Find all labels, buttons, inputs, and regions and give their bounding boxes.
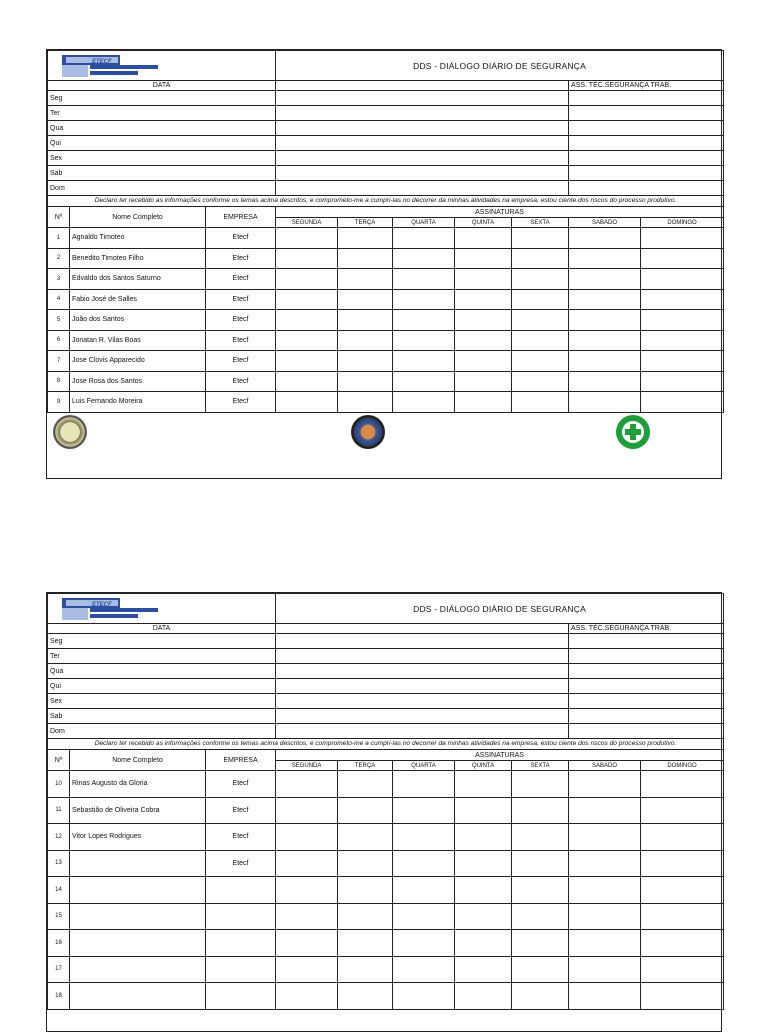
signature-cell[interactable]: [276, 351, 338, 372]
row-company: [206, 983, 276, 1010]
col-company: EMPRESA: [206, 207, 276, 228]
signature-cell[interactable]: [512, 269, 569, 290]
day-topic-cell[interactable]: [276, 91, 569, 106]
table-row: [48, 310, 724, 331]
signature-cell[interactable]: [338, 330, 393, 351]
signature-cell[interactable]: [455, 903, 512, 930]
declaration-text: Declaro ter recebido as informações conforme os temas acima descritos, e comprometo-me a cumpri-las no decorrer da minhas atividades na empresa, estou ciente dos riscos do processo produtivo.: [48, 196, 724, 207]
table-row: [48, 228, 724, 249]
signature-cell[interactable]: [338, 850, 393, 877]
table-row: [48, 248, 724, 269]
row-company: Etecf: [206, 771, 276, 798]
data-label: DATA: [48, 624, 276, 634]
signature-cell[interactable]: [455, 330, 512, 351]
signature-cell[interactable]: [512, 850, 569, 877]
row-number: 18: [48, 983, 70, 1010]
signature-cell[interactable]: [276, 248, 338, 269]
row-name: Vitor Lopes Rodrigues: [70, 824, 206, 851]
signature-cell[interactable]: [569, 797, 641, 824]
row-number: 4: [48, 289, 70, 310]
signature-cell[interactable]: [276, 930, 338, 957]
day-label: Dom: [48, 181, 276, 196]
signature-cell[interactable]: [393, 956, 455, 983]
dds-form-1: [46, 49, 722, 479]
col-name: Nome Completo: [70, 207, 206, 228]
signature-cell[interactable]: [455, 877, 512, 904]
signature-cell[interactable]: [569, 269, 641, 290]
col-number: Nº: [48, 750, 70, 771]
signature-cell[interactable]: [569, 850, 641, 877]
signature-cell[interactable]: [338, 248, 393, 269]
signature-cell[interactable]: [393, 289, 455, 310]
day-label: Qui: [48, 136, 276, 151]
signature-cell[interactable]: [641, 903, 724, 930]
signature-cell[interactable]: [512, 956, 569, 983]
signature-cell[interactable]: [455, 983, 512, 1010]
form-title: DDS - DIÁLOGO DIÁRIO DE SEGURANÇA: [276, 594, 724, 624]
signature-cell[interactable]: [455, 289, 512, 310]
row-name: Sebastião de Oliveira Cobra: [70, 797, 206, 824]
signature-cell[interactable]: [393, 269, 455, 290]
signature-cell[interactable]: [338, 771, 393, 798]
signature-cell[interactable]: [641, 371, 724, 392]
row-number: 6: [48, 330, 70, 351]
signature-cell[interactable]: [512, 930, 569, 957]
signature-cell[interactable]: [276, 771, 338, 798]
signature-cell[interactable]: [641, 228, 724, 249]
signature-cell[interactable]: [512, 371, 569, 392]
signature-cell[interactable]: [338, 903, 393, 930]
signature-cell[interactable]: [455, 371, 512, 392]
day-topic-cell[interactable]: [276, 106, 569, 121]
row-company: [206, 877, 276, 904]
day-topic-cell[interactable]: [276, 151, 569, 166]
row-name: [70, 956, 206, 983]
signature-cell[interactable]: [338, 824, 393, 851]
tech-signature-label: ASS. TÉC.SEGURANÇA TRAB.: [569, 81, 724, 91]
day-tech-signature-cell[interactable]: [569, 181, 724, 196]
row-company: [206, 956, 276, 983]
signature-cell[interactable]: [512, 983, 569, 1010]
weekday-header: DOMINGO: [641, 218, 724, 228]
weekday-header: QUARTA: [393, 218, 455, 228]
signature-cell[interactable]: [569, 824, 641, 851]
table-row: [48, 371, 724, 392]
signature-cell[interactable]: [512, 903, 569, 930]
signature-cell[interactable]: [393, 797, 455, 824]
signature-cell[interactable]: [512, 351, 569, 372]
signature-cell[interactable]: [512, 248, 569, 269]
signature-cell[interactable]: [512, 330, 569, 351]
signature-cell[interactable]: [338, 983, 393, 1010]
weekday-header: DOMINGO: [641, 761, 724, 771]
signature-cell[interactable]: [393, 392, 455, 413]
row-company: Etecf: [206, 310, 276, 331]
row-name: [70, 850, 206, 877]
row-name: Agnaldo Timoteo: [70, 228, 206, 249]
etecf-logo: [60, 53, 160, 79]
row-company: Etecf: [206, 351, 276, 372]
table-row: [48, 771, 724, 798]
signature-cell[interactable]: [455, 269, 512, 290]
col-signatures: ASSINATURAS: [276, 207, 724, 218]
signature-cell[interactable]: [338, 289, 393, 310]
signature-cell[interactable]: [393, 371, 455, 392]
row-number: 11: [48, 797, 70, 824]
day-tech-signature-cell[interactable]: [569, 694, 724, 709]
weekday-header: SEGUNDA: [276, 761, 338, 771]
signature-cell[interactable]: [276, 824, 338, 851]
row-name: Rinas Augusto da Gloria: [70, 771, 206, 798]
signature-cell[interactable]: [641, 797, 724, 824]
signature-cell[interactable]: [641, 983, 724, 1010]
day-label: Sex: [48, 151, 276, 166]
day-topic-cell[interactable]: [276, 121, 569, 136]
row-company: Etecf: [206, 330, 276, 351]
weekday-header: TERÇA: [338, 761, 393, 771]
row-number: 15: [48, 903, 70, 930]
day-label: Qui: [48, 679, 276, 694]
signature-cell[interactable]: [641, 824, 724, 851]
day-topic-cell[interactable]: [276, 679, 569, 694]
signature-cell[interactable]: [276, 330, 338, 351]
declaration-text: Declaro ter recebido as informações conforme os temas acima descritos, e comprometo-me a cumpri-las no decorrer da minhas atividades na empresa, estou ciente dos riscos do processo produtivo.: [48, 739, 724, 750]
signature-cell[interactable]: [393, 248, 455, 269]
weekday-header: SABADO: [569, 761, 641, 771]
signature-cell[interactable]: [569, 983, 641, 1010]
table-row: [48, 956, 724, 983]
row-company: Etecf: [206, 371, 276, 392]
signature-cell[interactable]: [512, 771, 569, 798]
row-name: [70, 930, 206, 957]
signature-cell[interactable]: [338, 269, 393, 290]
day-label: Seg: [48, 91, 276, 106]
day-topic-cell[interactable]: [276, 694, 569, 709]
signature-cell[interactable]: [569, 903, 641, 930]
signature-cell[interactable]: [641, 351, 724, 372]
row-number: 10: [48, 771, 70, 798]
signature-cell[interactable]: [276, 228, 338, 249]
tech-signature-label: ASS. TÉC.SEGURANÇA TRAB.: [569, 624, 724, 634]
signature-cell[interactable]: [276, 289, 338, 310]
signature-cell[interactable]: [569, 771, 641, 798]
signature-cell[interactable]: [641, 310, 724, 331]
day-topic-cell[interactable]: [276, 709, 569, 724]
row-number: 17: [48, 956, 70, 983]
signature-cell[interactable]: [338, 392, 393, 413]
day-tech-signature-cell[interactable]: [569, 634, 724, 649]
table-row: [48, 289, 724, 310]
logo-text: ETECF: [92, 58, 112, 65]
signature-cell[interactable]: [569, 289, 641, 310]
signature-cell[interactable]: [512, 228, 569, 249]
signature-cell[interactable]: [338, 351, 393, 372]
weekday-header: SABADO: [569, 218, 641, 228]
signature-cell[interactable]: [455, 248, 512, 269]
day-label: Ter: [48, 106, 276, 121]
row-company: Etecf: [206, 289, 276, 310]
day-label: Sex: [48, 694, 276, 709]
signature-cell[interactable]: [569, 930, 641, 957]
row-name: João dos Santos: [70, 310, 206, 331]
day-topic-cell[interactable]: [276, 136, 569, 151]
table-row: [48, 930, 724, 957]
etecf-logo: [60, 596, 160, 622]
day-label: Sab: [48, 709, 276, 724]
signature-cell[interactable]: [569, 877, 641, 904]
signature-cell[interactable]: [569, 248, 641, 269]
signature-cell[interactable]: [393, 930, 455, 957]
row-number: 8: [48, 371, 70, 392]
signature-cell[interactable]: [455, 771, 512, 798]
row-number: 3: [48, 269, 70, 290]
signature-cell[interactable]: [512, 824, 569, 851]
signature-cell[interactable]: [512, 310, 569, 331]
signature-cell[interactable]: [455, 392, 512, 413]
day-tech-signature-cell[interactable]: [569, 91, 724, 106]
signature-cell[interactable]: [512, 392, 569, 413]
signature-cell[interactable]: [641, 248, 724, 269]
row-number: 5: [48, 310, 70, 331]
day-topic-cell[interactable]: [276, 724, 569, 739]
signature-cell[interactable]: [569, 956, 641, 983]
signature-cell[interactable]: [569, 310, 641, 331]
signature-cell[interactable]: [338, 371, 393, 392]
col-signatures: ASSINATURAS: [276, 750, 724, 761]
row-number: 16: [48, 930, 70, 957]
signature-cell[interactable]: [338, 877, 393, 904]
signature-cell[interactable]: [393, 330, 455, 351]
row-company: Etecf: [206, 248, 276, 269]
signature-cell[interactable]: [641, 289, 724, 310]
day-label: Dom: [48, 724, 276, 739]
weekday-header: QUARTA: [393, 761, 455, 771]
signature-cell[interactable]: [276, 956, 338, 983]
signature-cell[interactable]: [455, 850, 512, 877]
row-name: Jose Rosa dos Santos: [70, 371, 206, 392]
signature-cell[interactable]: [276, 392, 338, 413]
signature-cell[interactable]: [569, 371, 641, 392]
row-number: 14: [48, 877, 70, 904]
signature-cell[interactable]: [338, 930, 393, 957]
signature-cell[interactable]: [512, 877, 569, 904]
signature-cell[interactable]: [276, 269, 338, 290]
signature-cell[interactable]: [393, 351, 455, 372]
safety-cross-icon: [616, 415, 650, 449]
signature-cell[interactable]: [512, 289, 569, 310]
day-tech-signature-cell[interactable]: [569, 664, 724, 679]
signature-cell[interactable]: [393, 824, 455, 851]
signature-cell[interactable]: [641, 877, 724, 904]
day-tech-signature-cell[interactable]: [569, 121, 724, 136]
signature-cell[interactable]: [641, 956, 724, 983]
row-company: Etecf: [206, 228, 276, 249]
row-number: 13: [48, 850, 70, 877]
signature-cell[interactable]: [276, 983, 338, 1010]
table-row: [48, 824, 724, 851]
signature-cell[interactable]: [455, 956, 512, 983]
signature-cell[interactable]: [569, 330, 641, 351]
row-name: Benedito Timoteo Filho: [70, 248, 206, 269]
day-tech-signature-cell[interactable]: [569, 166, 724, 181]
day-label: Qua: [48, 664, 276, 679]
row-company: Etecf: [206, 392, 276, 413]
day-tech-signature-cell[interactable]: [569, 679, 724, 694]
day-topic-cell[interactable]: [276, 166, 569, 181]
day-tech-signature-cell[interactable]: [569, 151, 724, 166]
signature-cell[interactable]: [393, 310, 455, 331]
day-label: Ter: [48, 649, 276, 664]
signature-cell[interactable]: [338, 956, 393, 983]
day-tech-signature-cell[interactable]: [569, 106, 724, 121]
row-name: Jonatan R. Vilas Boas: [70, 330, 206, 351]
signature-cell[interactable]: [393, 903, 455, 930]
day-tech-signature-cell[interactable]: [569, 724, 724, 739]
col-number: Nº: [48, 207, 70, 228]
signature-cell[interactable]: [455, 797, 512, 824]
row-number: 12: [48, 824, 70, 851]
signature-cell[interactable]: [455, 351, 512, 372]
signature-cell[interactable]: [641, 330, 724, 351]
form-title: DDS - DIÁLOGO DIÁRIO DE SEGURANÇA: [276, 51, 724, 81]
signature-cell[interactable]: [641, 269, 724, 290]
day-tech-signature-cell[interactable]: [569, 709, 724, 724]
signature-cell[interactable]: [393, 877, 455, 904]
table-row: [48, 330, 724, 351]
row-name: [70, 903, 206, 930]
signature-cell[interactable]: [641, 850, 724, 877]
signature-cell[interactable]: [569, 351, 641, 372]
signature-cell[interactable]: [338, 228, 393, 249]
weekday-header: QUINTA: [455, 761, 512, 771]
table-row: [48, 797, 724, 824]
logo-text: ETECF: [92, 601, 112, 608]
signature-cell[interactable]: [455, 930, 512, 957]
row-number: 9: [48, 392, 70, 413]
day-label: Qua: [48, 121, 276, 136]
table-row: [48, 903, 724, 930]
row-company: Etecf: [206, 824, 276, 851]
row-name: Jose Clovis Apparecido: [70, 351, 206, 372]
dds-form-2: [46, 592, 722, 1032]
row-name: Edvaldo dos Santos Saturno: [70, 269, 206, 290]
day-tech-signature-cell[interactable]: [569, 649, 724, 664]
weekday-header: SEXTA: [512, 218, 569, 228]
day-topic-cell[interactable]: [276, 649, 569, 664]
row-company: Etecf: [206, 269, 276, 290]
row-name: [70, 877, 206, 904]
signature-cell[interactable]: [569, 392, 641, 413]
signature-cell[interactable]: [276, 310, 338, 331]
weekday-header: SEXTA: [512, 761, 569, 771]
signature-cell[interactable]: [338, 310, 393, 331]
weekday-header: SEGUNDA: [276, 218, 338, 228]
signature-cell[interactable]: [393, 850, 455, 877]
table-row: [48, 392, 724, 413]
signature-cell[interactable]: [393, 771, 455, 798]
row-name: Fabio José de Salles: [70, 289, 206, 310]
table-row: [48, 269, 724, 290]
row-number: 7: [48, 351, 70, 372]
day-topic-cell[interactable]: [276, 634, 569, 649]
signature-cell[interactable]: [641, 392, 724, 413]
signature-cell[interactable]: [455, 228, 512, 249]
signature-cell[interactable]: [276, 877, 338, 904]
signature-cell[interactable]: [512, 797, 569, 824]
col-company: EMPRESA: [206, 750, 276, 771]
weekday-header: TERÇA: [338, 218, 393, 228]
signature-cell[interactable]: [455, 824, 512, 851]
row-name: [70, 983, 206, 1010]
row-name: Luis Fernando Moreira: [70, 392, 206, 413]
data-label: DATA: [48, 81, 276, 91]
signature-cell[interactable]: [276, 371, 338, 392]
day-label: Seg: [48, 634, 276, 649]
signature-cell[interactable]: [276, 797, 338, 824]
row-number: 2: [48, 248, 70, 269]
day-tech-signature-cell[interactable]: [569, 136, 724, 151]
signature-cell[interactable]: [455, 310, 512, 331]
weekday-header: QUINTA: [455, 218, 512, 228]
signature-cell[interactable]: [641, 771, 724, 798]
handshake-seal-icon: [351, 415, 385, 449]
signature-cell[interactable]: [393, 228, 455, 249]
day-label: Sab: [48, 166, 276, 181]
day-topic-cell[interactable]: [276, 181, 569, 196]
row-company: Etecf: [206, 850, 276, 877]
table-row: [48, 877, 724, 904]
signature-cell[interactable]: [393, 983, 455, 1010]
day-topic-cell[interactable]: [276, 664, 569, 679]
signature-cell[interactable]: [641, 930, 724, 957]
cipa-seal-icon: [53, 415, 87, 449]
row-company: [206, 903, 276, 930]
table-row: [48, 850, 724, 877]
signature-cell[interactable]: [569, 228, 641, 249]
row-company: [206, 930, 276, 957]
row-company: Etecf: [206, 797, 276, 824]
col-name: Nome Completo: [70, 750, 206, 771]
table-row: [48, 351, 724, 372]
table-row: [48, 983, 724, 1010]
signature-cell[interactable]: [338, 797, 393, 824]
row-number: 1: [48, 228, 70, 249]
signature-cell[interactable]: [276, 903, 338, 930]
signature-cell[interactable]: [276, 850, 338, 877]
